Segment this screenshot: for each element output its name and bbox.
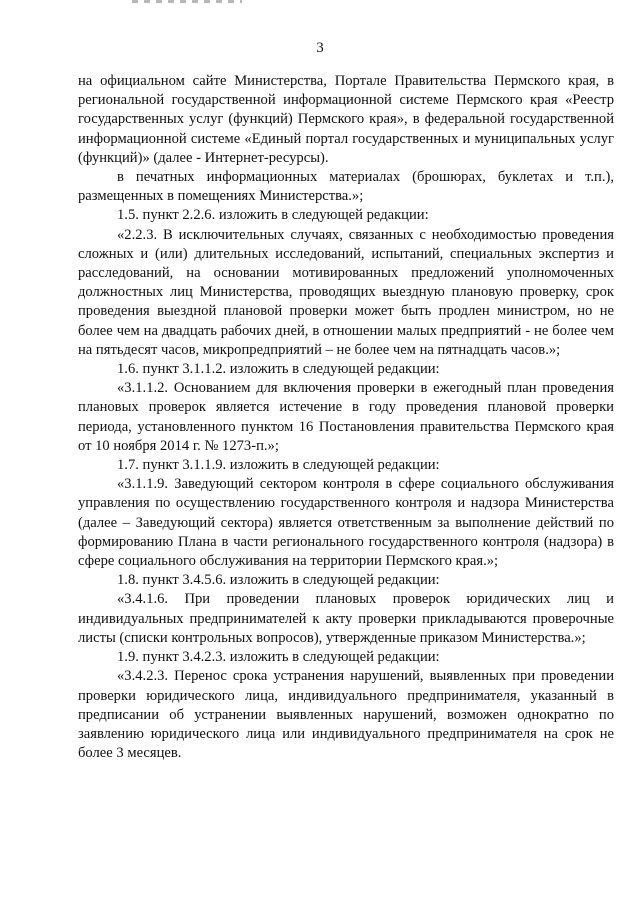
paragraph-clause-3-4-2-3: «3.4.2.3. Перенос срока устранения нарушений, выявленных при проведении проверки юридического лица, индивидуального предпринимателя, указанный в предписании об устранении выявленных нарушений, возможен однократно по заявлению юридического лица или индивидуального предпринимателя на срок не более 3 месяцев.	[78, 668, 614, 762]
paragraph-item-1-6: 1.6. пункт 3.1.1.2. изложить в следующей редакции:	[117, 361, 440, 378]
paragraph-item-1-8: 1.8. пункт 3.4.5.6. изложить в следующей редакции:	[117, 572, 440, 589]
page-number: 3	[316, 40, 324, 56]
paragraph-clause-3-1-1-2: «3.1.1.2. Основанием для включения проверки в ежегодный план проведения плановых проверок является истечение в году проведения плановой проверки периода, установленного пунктом 16 Постановления правительства Пермского края от 10 ноября 2014 г. № 1273-п.»;	[78, 380, 614, 454]
paragraph-clause-3-1-1-9: «3.1.1.9. Заведующий сектором контроля в сфере социального обслуживания управления по осуществлению государственного контроля и надзора Министерства (далее – Заведующий сектора) является ответственным за выполнение действий по формированию Плана в части регионального государственного контроля (надзора) в сфере социального обслуживания на территории Пермского края.»;	[78, 476, 614, 570]
paragraph-clause-2-2-3: «2.2.3. В исключительных случаях, связанных с необходимостью проведения сложных и (или) длительных исследований, испытаний, специальных экспертиз и расследований, на основании мотивированных предложений уполномоченных должностных лиц Министерства, проводящих выездную плановую проверку, срок проведения выездной плановой проверки может быть продлен министром, но не более чем на двадцать рабочих дней, в отношении малых предприятий - не более чем на пятьдесят часов, микропредприятий – не более чем на пятнадцать часов.»;	[78, 226, 614, 358]
paragraph-item-1-9: 1.9. пункт 3.4.2.3. изложить в следующей редакции:	[117, 649, 440, 666]
paragraph-item-1-7: 1.7. пункт 3.1.1.9. изложить в следующей редакции:	[117, 457, 440, 474]
paragraph-internet-resources: на официальном сайте Министерства, Портале Правительства Пермского края, в региональной государственной информационной системе Пермского края «Реестр государственных услуг (функций) Пермского края», в федеральной государственной информационной системе «Единый портал государственных и муниципальных услуг (функций)» (далее - Интернет-ресурсы).	[78, 73, 614, 166]
scan-artifact	[132, 0, 242, 3]
paragraph-clause-3-4-1-6: «3.4.1.6. При проведении плановых проверок юридических лиц и индивидуальных предпринимателей к акту проверки прикладываются проверочные листы (списки контрольных вопросов), утвержденные приказом Министерства.»;	[78, 591, 614, 646]
document-body	[78, 72, 614, 763]
paragraph-printed-materials: в печатных информационных материалах (брошюрах, буклетах и т.п.), размещенных в помещениях Министерства.»;	[78, 169, 614, 205]
paragraph-item-1-5: 1.5. пункт 2.2.6. изложить в следующей редакции:	[117, 207, 429, 224]
